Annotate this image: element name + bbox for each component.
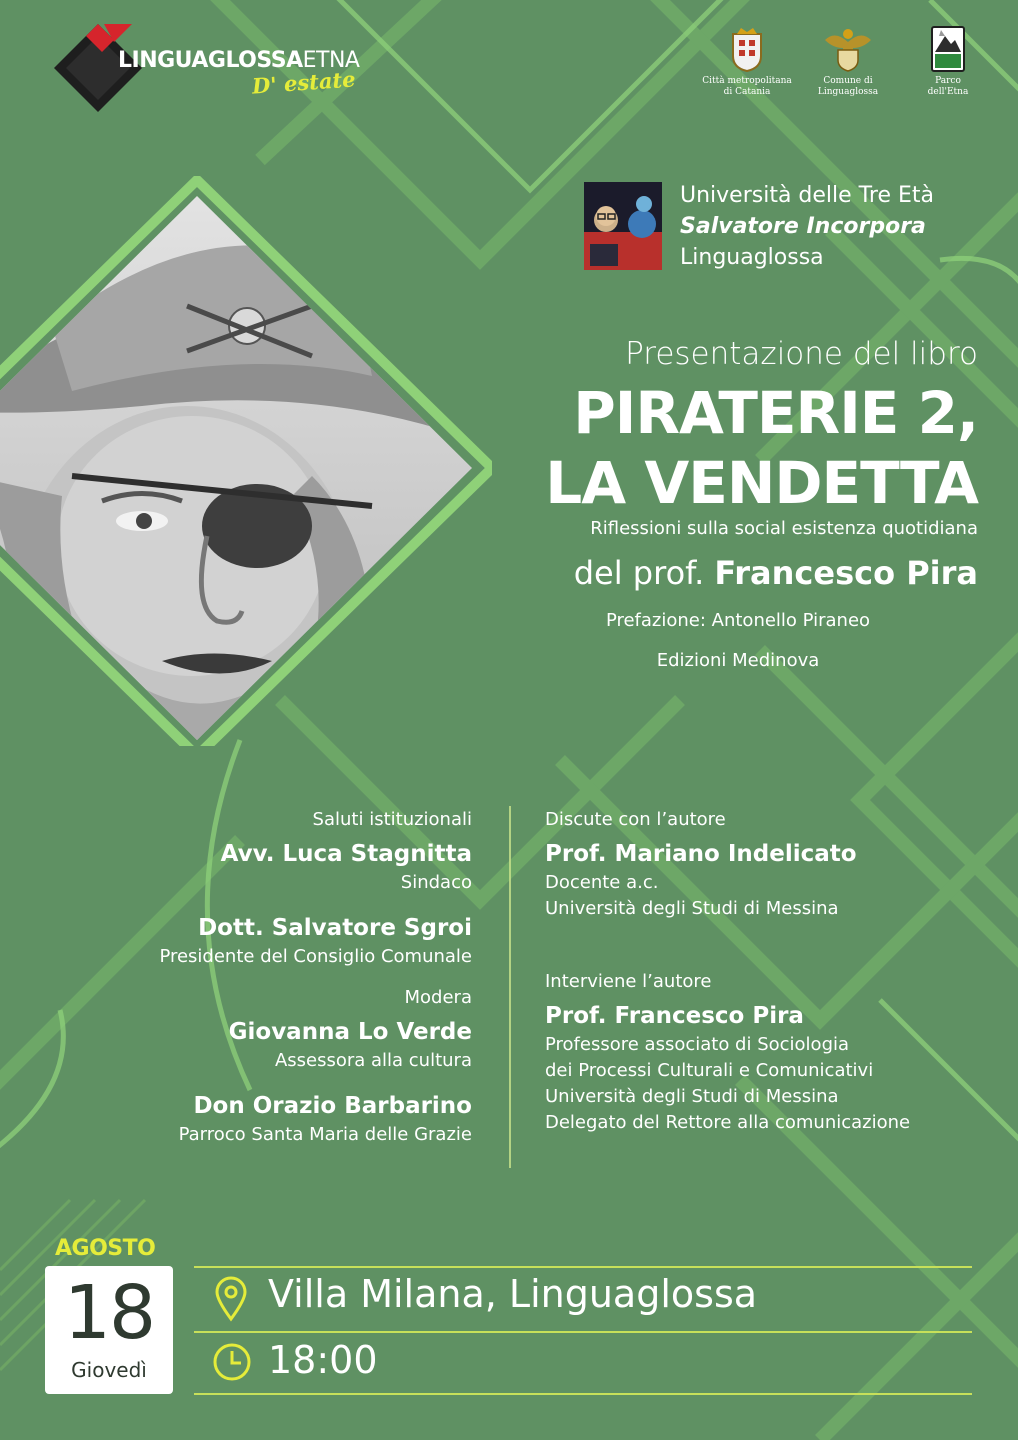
speaker-role: Docente a.c. bbox=[545, 872, 659, 893]
speaker-name: Giovanna Lo Verde bbox=[228, 1019, 472, 1045]
event-day: 18 bbox=[63, 1270, 155, 1356]
event-venue: Villa Milana, Linguaglossa bbox=[268, 1272, 758, 1316]
speaker-name: Prof. Mariano Indelicato bbox=[545, 841, 857, 867]
patron-catania: Città metropolitana di Catania bbox=[692, 26, 802, 98]
speaker-name: Prof. Francesco Pira bbox=[545, 1003, 804, 1029]
location-pin-icon bbox=[214, 1276, 248, 1322]
column-divider bbox=[509, 806, 511, 1168]
festival-logo-name: LINGUAGLOSSAETNA bbox=[118, 48, 360, 73]
patron-parco-etna: Parco dell'Etna bbox=[893, 26, 1003, 98]
book-title: PIRATERIE 2, LA VENDETTA bbox=[545, 379, 978, 517]
event-time: 18:00 bbox=[268, 1338, 378, 1382]
separator-line bbox=[194, 1331, 972, 1333]
book-info bbox=[418, 334, 978, 674]
event-weekday: Giovedì bbox=[71, 1358, 147, 1382]
speaker-name: Don Orazio Barbarino bbox=[193, 1093, 472, 1119]
book-subtitle: Riflessioni sulla social esistenza quotidiana bbox=[590, 518, 978, 539]
speaker-role: Università degli Studi di Messina bbox=[545, 1086, 839, 1107]
discussant-label: Discute con l’autore bbox=[545, 809, 726, 830]
eagle-crest-icon bbox=[823, 26, 873, 72]
speaker-name: Avv. Luca Stagnitta bbox=[220, 841, 472, 867]
book-author: del prof. Francesco Pira bbox=[573, 554, 978, 592]
moderator-label: Modera bbox=[404, 987, 472, 1008]
speaker-role: Sindaco bbox=[400, 872, 472, 893]
festival-logo-tagline: D' estate bbox=[251, 66, 357, 99]
book-preface: Prefazione: Antonello Piraneo bbox=[605, 610, 871, 631]
speaker-role: Assessora alla cultura bbox=[274, 1050, 472, 1071]
separator-line bbox=[194, 1266, 972, 1268]
crest-icon bbox=[729, 26, 765, 72]
patron-linguaglossa: Comune di Linguaglossa bbox=[793, 26, 903, 98]
speakers-left-column bbox=[60, 808, 472, 1148]
speaker-name: Dott. Salvatore Sgroi bbox=[198, 915, 472, 941]
university-portrait-image bbox=[584, 182, 662, 270]
speaker-role: Università degli Studi di Messina bbox=[545, 898, 839, 919]
event-date-box bbox=[45, 1266, 173, 1394]
mountain-icon bbox=[931, 26, 965, 72]
speaker-role: Professore associato di Sociologia bbox=[545, 1034, 850, 1055]
greetings-label: Saluti istituzionali bbox=[312, 809, 472, 830]
separator-line bbox=[194, 1393, 972, 1395]
author-label: Interviene l’autore bbox=[545, 971, 712, 992]
book-publisher: Edizioni Medinova bbox=[656, 650, 820, 671]
book-intro: Presentazione del libro bbox=[625, 336, 978, 372]
university-name: Università delle Tre Età Salvatore Incorpora Linguaglossa bbox=[680, 183, 934, 270]
speaker-role: Delegato del Rettore alla comunicazione bbox=[545, 1112, 911, 1133]
speaker-role: Parroco Santa Maria delle Grazie bbox=[178, 1124, 472, 1145]
clock-icon bbox=[212, 1342, 252, 1382]
speaker-role: dei Processi Culturali e Comunicativi bbox=[545, 1060, 874, 1081]
speaker-role: Presidente del Consiglio Comunale bbox=[159, 946, 472, 967]
speakers-right-column bbox=[545, 808, 985, 1136]
event-month: AGOSTO bbox=[55, 1236, 156, 1261]
